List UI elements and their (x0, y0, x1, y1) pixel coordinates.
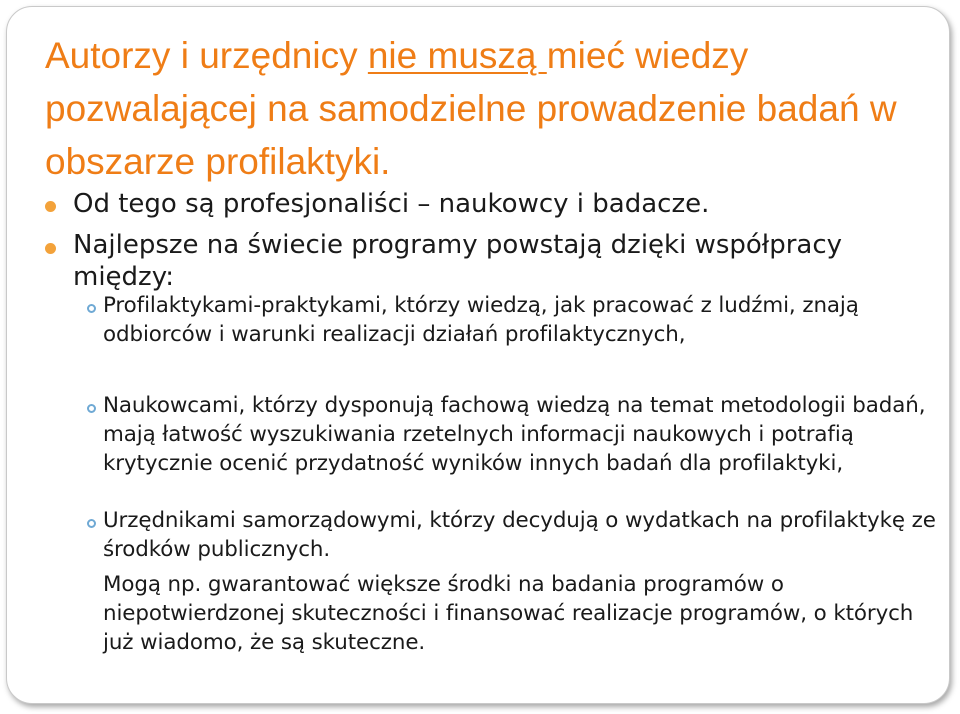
bullet-level2-item: Profilaktykami-praktykami, którzy wiedzą, jak pracować z ludźmi, znają odbiorców i warunki realizacji działań profilaktycznych, (103, 293, 859, 347)
bullet-level1-item: Od tego są profesjonaliści – naukowcy i badacze. (73, 189, 710, 219)
bullet-level1-item: Najlepsze na świecie programy powstają dzięki współpracy między: (73, 230, 843, 292)
continuation-paragraph: Mogą np. gwarantować większe środki na badania programów o niepotwierdzonej skuteczności i finansować realizacje programów, o których już wiadomo, że są skuteczne. (103, 572, 914, 655)
bullet-dot-icon (45, 201, 56, 212)
title-underlined-phrase: nie muszą (367, 35, 547, 76)
bullet-level2-item: Naukowcami, którzy dysponują fachową wiedzą na temat metodologii badań, mają łatwość wyszukiwania rzetelnych informacji naukowych i potrafią krytycznie ocenić przydatność wyników innych badań dla profilaktyki, (103, 393, 926, 476)
bullet-ring-icon (87, 519, 96, 528)
bullet-level2-item: Urzędnikami samorządowymi, którzy decydują o wydatkach na profilaktykę ze środków publicznych. (103, 508, 936, 562)
slide-title (45, 29, 935, 188)
slide (6, 6, 950, 704)
bullet-dot-icon (45, 243, 56, 254)
bullet-ring-icon (87, 304, 96, 313)
title-part-1: Autorzy i urzędnicy (45, 35, 368, 76)
bullet-ring-icon (87, 404, 96, 413)
title-part-2: mieć wiedzy pozwalającej na samodzielne prowadzenie badań w obszarze profilaktyki. (45, 35, 897, 182)
